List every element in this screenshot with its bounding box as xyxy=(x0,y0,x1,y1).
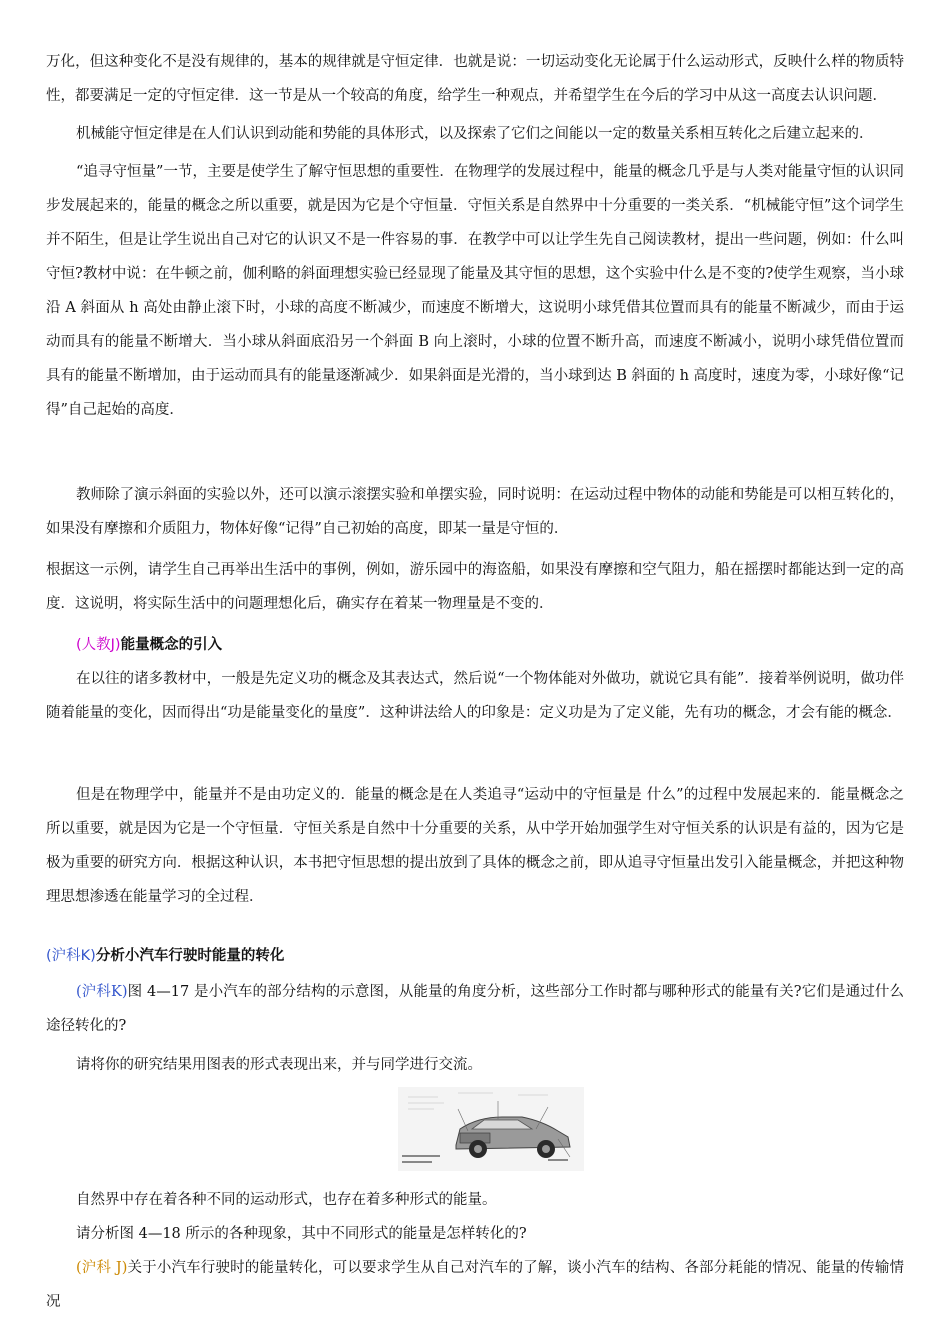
heading-car-energy xyxy=(46,939,904,973)
car-image xyxy=(398,1087,584,1171)
paragraph-tag: (沪科K) xyxy=(76,984,128,1000)
paragraph-mechanical-energy: 机械能守恒定律是在人们认识到动能和势能的具体形式，以及探索了它们之间能以一定的数量关系相互转化之后建立起来的． xyxy=(76,126,874,142)
paragraph-tag: (沪科 J) xyxy=(76,1260,128,1276)
paragraph-previous-textbooks: 在以往的诸多教材中，一般是先定义功的概念及其表达式，然后说“一个物体能对外做功，就说它具有能”．接着举例说明，做功伴随着能量的变化，因而得出“功是能量变化的量度”．这种讲法给人的印象是：定义功是为了定义能，先有功的概念，才会有能的概念． xyxy=(46,671,904,721)
heading-text: 能量概念的引入 xyxy=(120,637,223,653)
heading-tag: (沪科K) xyxy=(46,948,96,964)
paragraph-text: 图 4—17 是小汽车的部分结构的示意图，从能量的角度分析，这些部分工作时都与哪种形式的能量有关?它们是通过什么途径转化的? xyxy=(46,984,904,1034)
car-structure-figure xyxy=(398,1087,584,1171)
paragraph-text: 关于小汽车行驶时的能量转化，可以要求学生从自己对汽车的了解，谈小汽车的结构、各部分耗能的情况、能量的传输情况 xyxy=(46,1260,904,1310)
paragraph-seeking-conserved-quantity: “追寻守恒量”一节，主要是使学生了解守恒思想的重要性．在物理学的发展过程中，能量的概念几乎是与人类对能量守恒的认识同步发展起来的，能量的概念之所以重要，就是因为它是个守恒量．守恒关系是自然界中十分重要的一类关系．“机械能守恒”这个词学生并不陌生，但是让学生说出自己对它的认识又不是一件容易的事．在教学中可以让学生先自己阅读教材，提出一些问题，例如：什么叫守恒?教材中说：在牛顿之前，伽利略的斜面理想实验已经显现了能量及其守恒的思想，这个实验中什么是不变的?使学生观察，当小球沿 A 斜面从 h 高处由静止滚下时，小球的高度不断减少，而速度不断增大，这说明小球凭借其位置而具有的能量不断减少，而由于运动而具有的能量不断增大．当小球从斜面底沿另一个斜面 B 向上滚时，小球的位置不断升高，而速度不断减小，说明小球凭借位置而具有的能量不断增加，由于运动而具有的能量逐渐减少．如果斜面是光滑的，当小球到达 B 斜面的 h 高度时，速度为零，小球好像“记得”自己起始的高度． xyxy=(46,164,904,418)
paragraph-conservation-law: 万化，但这种变化不是没有规律的，基本的规律就是守恒定律．也就是说：一切运动变化无论属于什么运动形式，反映什么样的物质特性，都要满足一定的守恒定律．这一节是从一个较高的角度，给学生一种观点，并希望学生在今后的学习中从这一高度去认识问题． xyxy=(46,54,904,104)
paragraph-share-results: 请将你的研究结果用图表的形式表现出来，并与同学进行交流。 xyxy=(76,1057,482,1073)
heading-text: 分析小汽车行驶时能量的转化 xyxy=(95,948,285,964)
heading-energy-concept xyxy=(76,628,904,662)
heading-tag: (人教J) xyxy=(76,637,121,653)
paragraph-energy-not-defined-by-work: 但是在物理学中，能量并不是由功定义的．能量的概念是在人类追寻“运动中的守恒量是 什么”的过程中发展起来的．能量概念之所以重要，就是因为它是一个守恒量．守恒关系是自然中十分重要的关系，从中学开始加强学生对守恒关系的认识是有益的，因为它是极为重要的研究方向．根据这种认识，本书把守恒思想的提出放到了具体的概念之前，即从追寻守恒量出发引入能量概念，并把这种物理思想渗透在能量学习的全过程． xyxy=(46,787,904,905)
paragraph-forms-of-energy: 自然界中存在着各种不同的运动形式，也存在着多种形式的能量。 xyxy=(76,1192,497,1208)
paragraph-figure-phenomena: 请分析图 4—18 所示的各种现象，其中不同形式的能量是怎样转化的? xyxy=(76,1226,527,1242)
paragraph-car-figure-question xyxy=(46,975,904,1043)
paragraph-demonstrations: 教师除了演示斜面的实验以外，还可以演示滚摆实验和单摆实验，同时说明：在运动过程中物体的动能和势能是可以相互转化的，如果没有摩擦和介质阻力，物体好像“记得”自己初始的高度，即某一量是守恒的． xyxy=(46,487,904,537)
paragraph-car-energy-teaching xyxy=(46,1251,904,1319)
paragraph-life-examples: 根据这一示例，请学生自己再举出生活中的事例，例如，游乐园中的海盗船，如果没有摩擦和空气阻力，船在摇摆时都能达到一定的高度．这说明，将实际生活中的问题理想化后，确实存在着某一物理量是不变的． xyxy=(46,562,904,612)
